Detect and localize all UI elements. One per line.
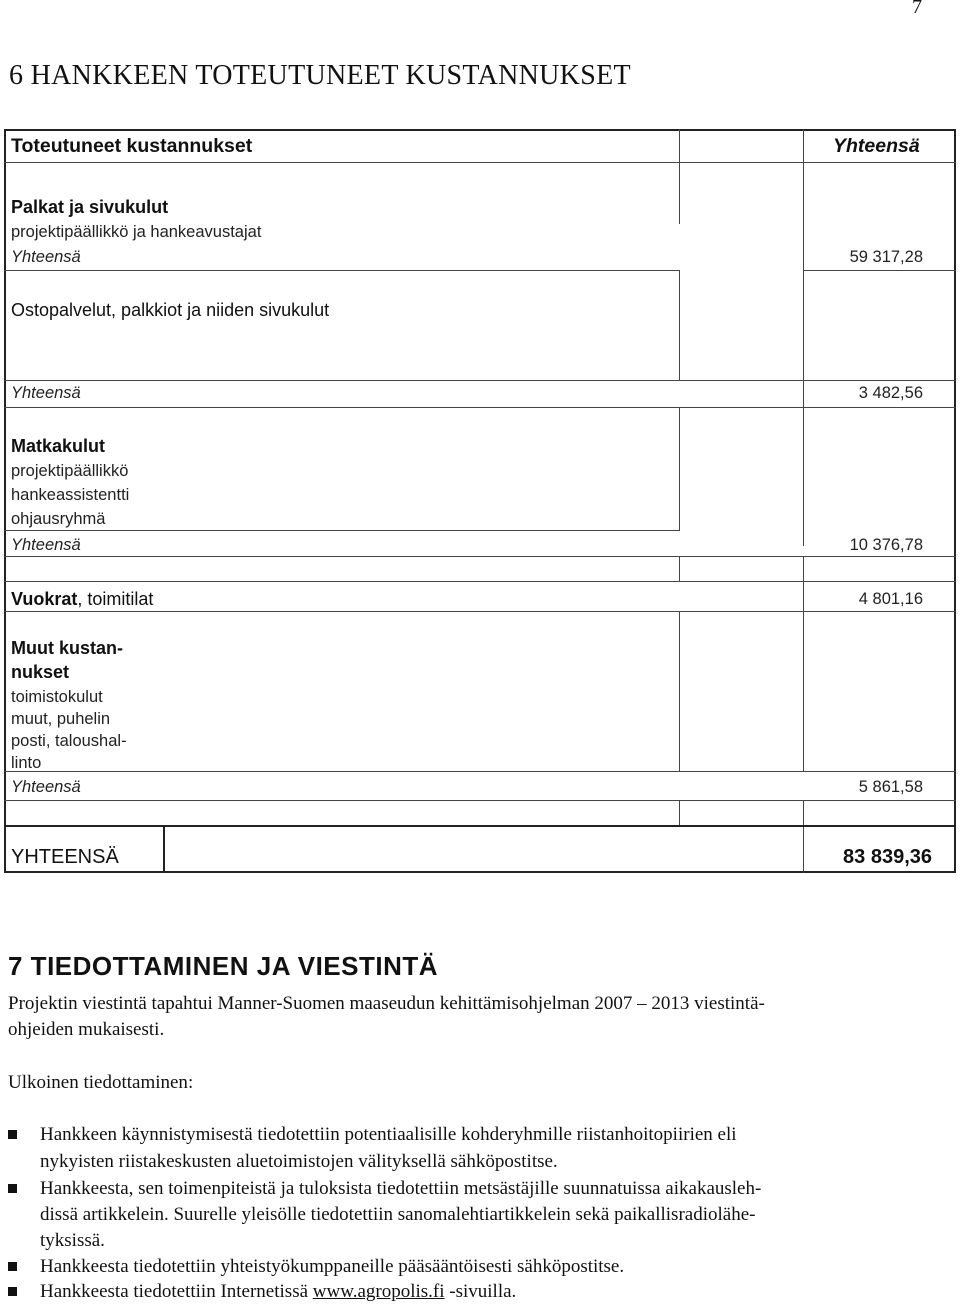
subtotal-value: 10 376,78 <box>849 536 923 554</box>
table-rule <box>4 581 956 582</box>
table-rule <box>4 270 680 271</box>
subtotal-value: 4 801,16 <box>858 590 923 608</box>
bullet-icon <box>8 1130 17 1139</box>
group-item: hankeassistentti <box>11 486 130 504</box>
subtotal-label: Yhteensä <box>11 778 81 796</box>
group-item: projektipäällikkö ja hankeavustajat <box>11 223 262 241</box>
bullet-line: Hankkeesta tiedotettiin yhteistyökumppaneille pääsääntöisesti sähköpostitse. <box>40 1256 625 1277</box>
group-item: toimistokulut <box>11 688 103 706</box>
intro-line: ohjeiden mukaisesti. <box>8 1019 165 1040</box>
group-title: nukset <box>11 662 70 682</box>
bullet-icon <box>8 1262 17 1271</box>
bullet-icon <box>8 1287 17 1296</box>
page-number: 7 <box>912 0 922 18</box>
table-header-total: Yhteensä <box>833 135 920 157</box>
table-divider <box>679 129 680 162</box>
table-rule <box>4 556 956 557</box>
table-divider <box>803 800 804 825</box>
bullet-line: tyksissä. <box>40 1230 105 1251</box>
table-rule <box>803 270 956 271</box>
grand-total-label: YHTEENSÄ <box>11 846 119 868</box>
table-divider <box>163 825 165 873</box>
intro-line: Projektin viestintä tapahtui Manner-Suomen maaseudun kehittämisohjelman 2007 – 2013 viestintä- <box>8 993 765 1014</box>
table-divider <box>679 800 680 825</box>
table-rule <box>4 530 680 531</box>
table-divider <box>803 129 804 162</box>
table-rule <box>4 771 956 772</box>
table-rule <box>4 380 956 381</box>
group-title: Matkakulut <box>11 436 106 456</box>
table-divider <box>679 611 680 771</box>
table-divider <box>803 825 804 873</box>
table-divider <box>803 556 804 581</box>
group-title: Palkat ja sivukulut <box>11 197 169 217</box>
bullet-line: Hankkeen käynnistymisestä tiedotettiin potentiaalisille kohderyhmille riistanhoitopiirien eli <box>40 1124 737 1145</box>
table-rule <box>4 800 956 801</box>
group-item: projektipäällikkö <box>11 462 129 480</box>
table-rule <box>4 825 956 827</box>
group-item: linto <box>11 754 42 772</box>
agropolis-link[interactable]: www.agropolis.fi <box>312 1281 445 1302</box>
subtotal-value: 5 861,58 <box>858 778 923 796</box>
grand-total-value: 83 839,36 <box>843 846 932 868</box>
table-divider <box>679 162 680 224</box>
bullet-line: Hankkeesta tiedotettiin Internetissä www.agropolis.fi -sivuilla. <box>40 1281 517 1302</box>
bullet-line: dissä artikkelein. Suurelle yleisölle tiedotettiin sanomalehtiartikkelein sekä paikallisradiolähe- <box>40 1204 756 1225</box>
subtotal-label: Yhteensä <box>11 248 81 266</box>
group-item: posti, taloushal- <box>11 732 127 750</box>
table-divider <box>679 270 680 380</box>
subtotal-value: 59 317,28 <box>849 248 923 266</box>
group-item: ohjausryhmä <box>11 510 106 528</box>
table-rule <box>4 407 956 408</box>
group-item: muut, puhelin <box>11 710 111 728</box>
subtotal-label: Yhteensä <box>11 536 81 554</box>
bullet-icon <box>8 1184 17 1193</box>
table-header-label: Toteutuneet kustannukset <box>11 135 253 157</box>
table-divider <box>679 556 680 581</box>
group-title: Muut kustan- <box>11 638 123 658</box>
table-divider <box>803 581 804 611</box>
table-divider <box>679 407 680 530</box>
table-divider <box>803 162 804 546</box>
section-heading: 6 HANKKEEN TOTEUTUNEET KUSTANNUKSET <box>9 60 631 91</box>
subheading: Ulkoinen tiedottaminen: <box>8 1072 194 1093</box>
table-rule <box>4 162 956 163</box>
table-rule <box>4 611 956 612</box>
section-heading: 7 TIEDOTTAMINEN JA VIESTINTÄ <box>8 951 439 981</box>
subtotal-label: Yhteensä <box>11 384 81 402</box>
group-title: Ostopalvelut, palkkiot ja niiden sivukulut <box>11 300 330 320</box>
group-title: Vuokrat, toimitilat <box>11 589 154 609</box>
subtotal-value: 3 482,56 <box>858 384 923 402</box>
table-divider <box>803 611 804 771</box>
bullet-line: nykyisten riistakeskusten aluetoimistojen välityksellä sähköpostitse. <box>40 1151 558 1172</box>
bullet-line: Hankkeesta, sen toimenpiteistä ja tuloksista tiedotettiin metsästäjille suunnatuissa aikakausleh- <box>40 1178 762 1199</box>
